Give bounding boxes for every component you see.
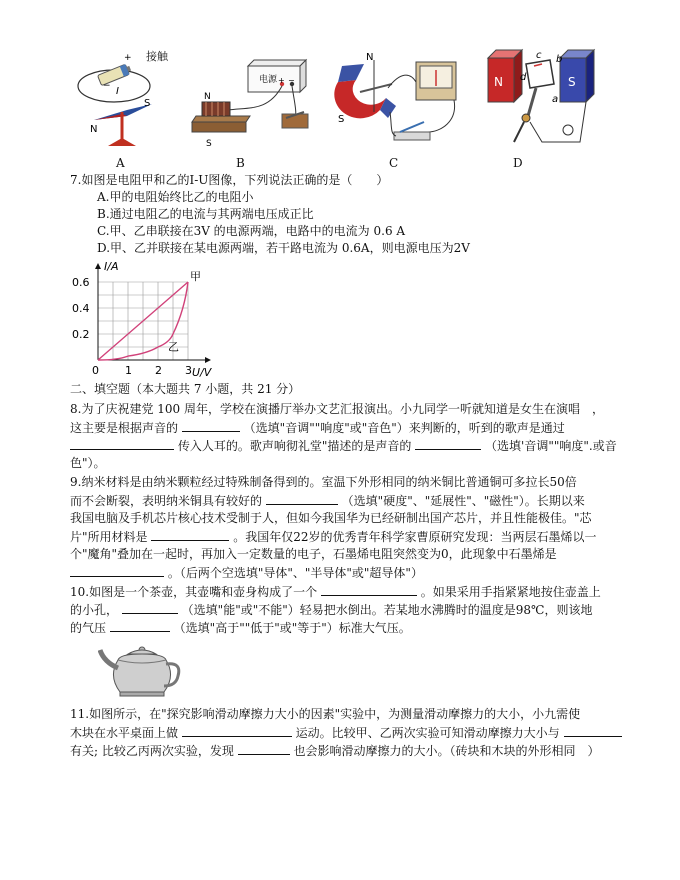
figure-d-motor-coil [484,46,604,154]
figure-d-a: a [552,94,559,105]
q11-line-1: 11.如图所示，在"探究影响滑动摩擦力大小的因素"实验中，为测量滑动摩擦力的大小，小九需使 [70,707,581,721]
q8-text-3a: 传入人耳的。歌声响彻礼堂"描述的是声音的 [177,439,412,453]
y-axis-label: I/A [104,260,119,273]
q9-blank-1[interactable] [266,492,338,505]
figure-a-contact-label: 接触 [146,50,168,63]
q8-blank-3[interactable] [415,437,481,450]
q8-line-1: 8.为了庆祝建党 100 周年，学校在演播厅举办文艺汇报演出。小九同学一听就知道是女生在演唱 ， [70,402,604,416]
figure-a-s: S [144,98,151,109]
figure-c-label: C [389,156,399,170]
q8-line-4: 色"）。 [70,456,106,470]
q9-text-4a: 片"所用材料是 [70,530,148,544]
q7-option-b: B.通过电阻乙的电流与其两端电压成正比 [97,207,314,221]
figure-d-label: D [513,156,523,170]
q7-stem: 7.如图是电阻甲和乙的I-U图像，下列说法正确的是（ ） [70,173,389,187]
q11-blank-2[interactable] [564,724,622,737]
x-tick-label: 3 [185,364,192,377]
q9-blank-3[interactable] [70,564,164,577]
q10-blank-2[interactable] [122,601,178,614]
figure-d-d: d [520,72,527,83]
q10-text-1b: 。如果采用手指紧紧地按住壶盖上 [420,585,601,599]
q11-text-2b: 运动。比较甲、乙两次实验可知滑动摩擦力大小与 [295,726,560,740]
q9-line-1: 9.纳米材料是由纳米颗粒经过特殊制备得到的。室温下外形相同的纳米铜比普通铜可多拉长50倍 [70,475,577,489]
x-tick-label: 2 [155,364,162,377]
figure-b-power-label: 电源 [259,75,278,85]
q10-text-1a: 10.如图是一个茶壶，其壶嘴和壶身构成了一个 [70,585,318,599]
figure-d-c: c [536,50,542,61]
q7-option-d: D.甲、乙并联接在某电源两端，若干路电流为 0.6A，则电源电压为2V [97,241,470,255]
q10-blank-3[interactable] [110,619,170,632]
q7-option-a: A.甲的电阻始终比乙的电阻小 [97,190,254,204]
x-axis-label: U/V [192,366,212,379]
q11-text-2a: 木块在水平桌面上做 [70,726,179,740]
figure-b-electromagnet-circuit [188,52,313,152]
figure-c-n: N [366,52,374,63]
q11-blank-1[interactable] [182,724,292,737]
q8-blank-2[interactable] [70,437,174,450]
iu-graph [70,258,220,382]
figure-a-minus: − [103,81,111,91]
figure-c-magnet-galvanometer [330,52,460,154]
q10-text-3b: （选填"高于""低于"或"等于"）标准大气压。 [173,621,411,635]
q9-text-2b: （选填"硬度"、"延展性"、"磁性"）。长期以来 [341,494,585,508]
figure-b-plus: + [278,76,285,85]
figure-d-b: b [556,54,563,65]
y-tick-label: 0.6 [72,276,90,289]
section-heading: 二、填空题（本大题共 7 小题，共 21 分） [70,382,301,396]
q9-text-2a: 而不会断裂，表明纳米铜具有较好的 [70,494,263,508]
q9-line-3: 我国电脑及手机芯片核心技术受制于人，但如今我国华为已经研制出国产芯片，并且性能极佳。"芯 [70,511,592,525]
y-tick-label: 0.2 [72,328,90,341]
series-label-yi: 乙 [168,340,179,354]
q9-text-6: 。（后两个空选填"导体"、"半导体"或"超导体"） [167,566,423,580]
figure-d-n: N [494,75,503,89]
q9-line-5: 个"魔角"叠加在一起时，再加入一定数量的电子，石墨烯电阻突然变为0，此现象中石墨烯是 [70,547,557,561]
q8-text-2a: 这主要是根据声音的 [70,421,179,435]
q11-blank-3[interactable] [238,742,290,755]
q8-text-2b: （选填"音调""响度"或"音色"）来判断的，听到的歌声是通过 [243,421,565,435]
figure-b-minus: − [288,76,295,85]
y-tick-label: 0.4 [72,302,90,315]
series-label-jia: 甲 [190,270,201,283]
figure-a-current-i: I [116,86,119,97]
q8-text-3b: （选填'音调""响度".或音 [485,439,617,453]
figure-a-label: A [116,156,125,170]
figure-b-s: S [206,139,212,149]
q8-blank-1[interactable] [182,419,240,432]
figure-d-s: S [568,75,576,89]
figure-b-label: B [236,156,245,170]
q10-blank-1[interactable] [321,583,417,596]
q10-text-2b: （选填"能"或"不能"）轻易把水倒出。若某地水沸腾时的温度是98℃，则该地 [181,603,593,617]
q9-text-4b: 。我国年仅22岁的优秀青年科学家曹原研究发现：当两层石墨烯以一 [233,530,597,544]
figure-a-n: N [90,124,98,135]
figure-b-n: N [204,92,211,102]
q10-text-3a: 的气压 [70,621,107,635]
teapot-image [98,640,186,702]
figure-a-plus: + [124,53,132,63]
x-tick-label: 0 [92,364,99,377]
q7-option-c: C.甲、乙串联接在3V 的电源两端，电路中的电流为 0.6 A [97,224,406,238]
x-tick-label: 1 [125,364,132,377]
figure-c-s: S [338,114,345,125]
q9-blank-2[interactable] [151,528,229,541]
q11-text-3b: 也会影响滑动摩擦力的大小。（砖块和木块的外形相同 ） [293,744,600,758]
q10-text-2a: 的小孔， [70,603,119,617]
q11-text-3a: 有关; 比较乙丙两次实验，发现 [70,744,234,758]
